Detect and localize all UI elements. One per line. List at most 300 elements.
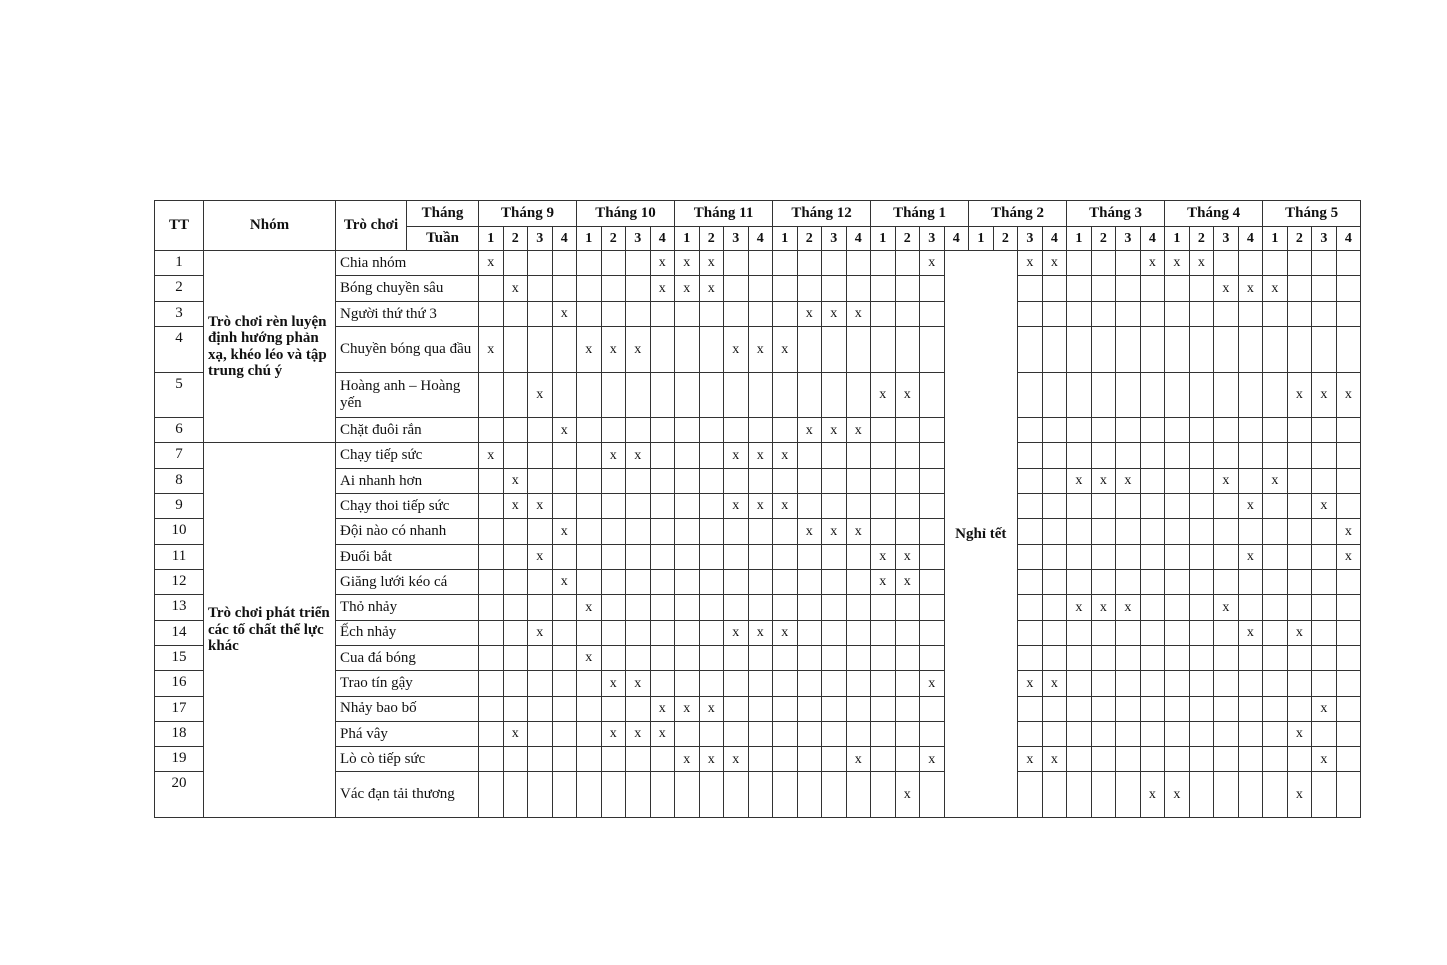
group-name: Trò chơi phát triển các tố chất thể lực khác [204, 443, 336, 818]
week-cell [1336, 326, 1361, 372]
week-cell [1018, 494, 1043, 519]
week-cell: x [1018, 251, 1043, 276]
week-cell [626, 372, 651, 418]
week-cell [920, 326, 945, 372]
week-cell: x [724, 443, 749, 468]
week-header: 4 [1042, 227, 1067, 251]
week-cell [920, 544, 945, 569]
week-cell [1165, 418, 1190, 443]
row-number: 14 [155, 620, 204, 645]
game-name: Cua đá bóng [336, 645, 479, 670]
week-cell [1287, 468, 1312, 493]
week-cell [1214, 747, 1239, 772]
week-header: 2 [895, 227, 920, 251]
week-cell [1091, 569, 1116, 594]
week-cell [895, 747, 920, 772]
week-cell [1165, 494, 1190, 519]
week-cell [1263, 772, 1288, 818]
week-cell [1091, 671, 1116, 696]
week-cell [503, 519, 528, 544]
week-cell [724, 569, 749, 594]
week-cell [1140, 595, 1165, 620]
week-cell [1116, 620, 1141, 645]
week-cell [1165, 696, 1190, 721]
week-cell [577, 671, 602, 696]
week-cell [822, 372, 847, 418]
week-cell [871, 645, 896, 670]
week-cell [650, 519, 675, 544]
week-cell [871, 494, 896, 519]
week-cell [699, 721, 724, 746]
week-cell [601, 494, 626, 519]
row-number: 12 [155, 569, 204, 594]
week-cell [1312, 326, 1337, 372]
week-cell: x [479, 443, 504, 468]
week-cell [773, 418, 798, 443]
game-name: Lò cò tiếp sức [336, 747, 479, 772]
week-header: 4 [1140, 227, 1165, 251]
week-cell [1336, 645, 1361, 670]
week-cell [577, 747, 602, 772]
week-cell [1263, 747, 1288, 772]
week-cell: x [1189, 251, 1214, 276]
week-cell [1336, 276, 1361, 301]
week-cell [601, 620, 626, 645]
week-cell [601, 747, 626, 772]
week-cell [724, 645, 749, 670]
week-cell [1263, 671, 1288, 696]
week-cell [601, 772, 626, 818]
week-cell [552, 443, 577, 468]
week-cell [552, 595, 577, 620]
week-cell [699, 772, 724, 818]
week-cell [1263, 620, 1288, 645]
week-cell [1287, 494, 1312, 519]
week-cell [577, 721, 602, 746]
week-cell [552, 721, 577, 746]
week-cell [577, 301, 602, 326]
week-cell [552, 544, 577, 569]
week-cell [1238, 747, 1263, 772]
week-cell [1140, 519, 1165, 544]
week-cell [920, 721, 945, 746]
week-cell [895, 696, 920, 721]
week-cell [724, 696, 749, 721]
week-cell [1263, 645, 1288, 670]
week-cell: x [748, 326, 773, 372]
week-cell [1067, 519, 1092, 544]
table-row [155, 372, 1361, 418]
week-cell [846, 620, 871, 645]
week-cell [528, 772, 553, 818]
week-cell [675, 595, 700, 620]
week-cell [1042, 519, 1067, 544]
week-cell [1018, 418, 1043, 443]
week-cell [1091, 721, 1116, 746]
week-cell [626, 747, 651, 772]
week-cell [577, 620, 602, 645]
week-cell [871, 671, 896, 696]
week-header: 3 [1214, 227, 1239, 251]
week-cell [1067, 276, 1092, 301]
week-cell [773, 569, 798, 594]
week-cell [503, 696, 528, 721]
week-cell [920, 276, 945, 301]
week-cell [503, 747, 528, 772]
row-number: 5 [155, 372, 204, 418]
week-cell: x [748, 443, 773, 468]
week-cell [577, 418, 602, 443]
week-cell [1189, 418, 1214, 443]
game-name: Giăng lưới kéo cá [336, 569, 479, 594]
table-row [155, 645, 1361, 670]
week-cell [822, 468, 847, 493]
week-cell [1042, 443, 1067, 468]
week-cell [1238, 696, 1263, 721]
week-cell [846, 276, 871, 301]
month-header: Tháng 3 [1067, 201, 1165, 227]
holiday-cell: Nghỉ tết [944, 251, 1018, 818]
week-cell [822, 671, 847, 696]
week-cell [920, 418, 945, 443]
game-name: Đội nào có nhanh [336, 519, 479, 544]
table-row [155, 595, 1361, 620]
week-header: 1 [969, 227, 994, 251]
week-cell [1018, 301, 1043, 326]
week-cell: x [1336, 544, 1361, 569]
week-cell: x [528, 620, 553, 645]
week-cell [797, 721, 822, 746]
header-tuan: Tuần [407, 227, 479, 251]
week-cell [479, 569, 504, 594]
week-cell [1336, 671, 1361, 696]
week-cell [601, 418, 626, 443]
week-cell [601, 569, 626, 594]
week-cell [724, 544, 749, 569]
week-cell [675, 645, 700, 670]
week-cell [1287, 645, 1312, 670]
row-number: 9 [155, 494, 204, 519]
week-cell [895, 276, 920, 301]
week-cell [699, 494, 724, 519]
week-cell [601, 645, 626, 670]
week-cell [724, 595, 749, 620]
week-cell [797, 645, 822, 670]
week-cell [822, 276, 847, 301]
week-cell [528, 251, 553, 276]
week-cell [1238, 772, 1263, 818]
week-cell [748, 519, 773, 544]
week-cell [920, 443, 945, 468]
week-cell [871, 276, 896, 301]
week-cell [1042, 494, 1067, 519]
week-cell [1189, 772, 1214, 818]
week-cell [1214, 671, 1239, 696]
week-cell [1140, 418, 1165, 443]
group-name: Trò chơi rèn luyện định hướng phản xạ, khéo léo và tập trung chú ý [204, 251, 336, 443]
week-cell: x [699, 251, 724, 276]
game-name: Bóng chuyền sâu [336, 276, 479, 301]
week-cell: x [1018, 747, 1043, 772]
week-cell [1018, 696, 1043, 721]
week-cell: x [822, 519, 847, 544]
week-cell [1238, 301, 1263, 326]
week-cell [773, 372, 798, 418]
week-cell [577, 276, 602, 301]
week-cell [528, 519, 553, 544]
week-cell: x [1116, 468, 1141, 493]
game-name: Thỏ nhảy [336, 595, 479, 620]
week-cell [1091, 645, 1116, 670]
week-cell [1189, 443, 1214, 468]
week-cell [1042, 645, 1067, 670]
week-cell [1287, 747, 1312, 772]
week-cell [846, 671, 871, 696]
week-cell [1165, 645, 1190, 670]
week-cell [1067, 620, 1092, 645]
week-cell [1238, 251, 1263, 276]
week-cell [1336, 595, 1361, 620]
month-header: Tháng 11 [675, 201, 773, 227]
week-cell [1165, 721, 1190, 746]
week-cell: x [920, 671, 945, 696]
week-cell [1091, 443, 1116, 468]
week-cell [1287, 418, 1312, 443]
week-cell [1312, 620, 1337, 645]
week-cell [1263, 372, 1288, 418]
week-cell [528, 747, 553, 772]
week-cell [479, 468, 504, 493]
game-name: Chạy thoi tiếp sức [336, 494, 479, 519]
week-cell [503, 544, 528, 569]
week-cell [895, 671, 920, 696]
week-header: 3 [920, 227, 945, 251]
week-cell: x [895, 372, 920, 418]
week-cell [846, 721, 871, 746]
week-cell [797, 772, 822, 818]
week-cell [1214, 326, 1239, 372]
week-cell [1287, 544, 1312, 569]
week-cell [748, 645, 773, 670]
week-cell [1312, 276, 1337, 301]
week-cell: x [479, 251, 504, 276]
week-header: 1 [1263, 227, 1288, 251]
week-cell [552, 696, 577, 721]
week-cell [797, 671, 822, 696]
week-cell [797, 696, 822, 721]
week-cell [1214, 251, 1239, 276]
week-cell [871, 443, 896, 468]
week-cell [675, 418, 700, 443]
week-cell [846, 569, 871, 594]
week-cell [675, 721, 700, 746]
week-cell [699, 301, 724, 326]
week-header: 3 [1018, 227, 1043, 251]
week-cell [871, 251, 896, 276]
week-cell [1238, 519, 1263, 544]
week-cell [1336, 301, 1361, 326]
week-cell [479, 519, 504, 544]
week-cell [895, 418, 920, 443]
week-cell [1165, 519, 1190, 544]
week-cell [1018, 519, 1043, 544]
week-cell [748, 569, 773, 594]
week-cell [724, 772, 749, 818]
week-cell [1214, 544, 1239, 569]
week-cell [1116, 519, 1141, 544]
week-cell [1091, 276, 1116, 301]
week-cell [920, 468, 945, 493]
week-header: 4 [846, 227, 871, 251]
week-cell [1067, 301, 1092, 326]
week-cell [577, 468, 602, 493]
week-cell [1287, 443, 1312, 468]
week-cell [675, 569, 700, 594]
week-cell [699, 645, 724, 670]
week-cell [552, 772, 577, 818]
week-cell [601, 519, 626, 544]
week-cell [773, 645, 798, 670]
week-cell [1263, 494, 1288, 519]
week-cell: x [1238, 620, 1263, 645]
header-tt: TT [155, 201, 204, 251]
week-cell [1165, 301, 1190, 326]
week-cell [650, 372, 675, 418]
week-cell [626, 301, 651, 326]
week-cell [1312, 721, 1337, 746]
week-cell [1312, 645, 1337, 670]
week-cell [479, 696, 504, 721]
week-cell [1091, 251, 1116, 276]
week-cell [577, 696, 602, 721]
table-row [155, 418, 1361, 443]
game-name: Vác đạn tải thương [336, 772, 479, 818]
week-cell [773, 301, 798, 326]
week-cell [1214, 569, 1239, 594]
week-cell [1189, 301, 1214, 326]
week-cell: x [1336, 519, 1361, 544]
week-cell: x [577, 326, 602, 372]
week-cell: x [846, 301, 871, 326]
week-cell [650, 747, 675, 772]
week-cell [503, 595, 528, 620]
week-cell [503, 620, 528, 645]
week-cell: x [822, 418, 847, 443]
week-cell [650, 595, 675, 620]
week-cell: x [871, 544, 896, 569]
week-cell [871, 519, 896, 544]
week-cell [650, 494, 675, 519]
week-cell [1189, 544, 1214, 569]
week-cell [675, 772, 700, 818]
table-row [155, 494, 1361, 519]
week-cell [650, 620, 675, 645]
week-cell [1116, 276, 1141, 301]
week-cell [1018, 372, 1043, 418]
week-cell [1263, 569, 1288, 594]
week-cell [724, 301, 749, 326]
week-cell [1189, 372, 1214, 418]
table-row [155, 671, 1361, 696]
week-cell [1312, 595, 1337, 620]
week-cell: x [773, 326, 798, 372]
week-cell [1165, 468, 1190, 493]
week-cell [1165, 671, 1190, 696]
week-cell [1238, 326, 1263, 372]
week-cell [577, 494, 602, 519]
row-number: 2 [155, 276, 204, 301]
table-row [155, 519, 1361, 544]
week-cell [479, 620, 504, 645]
week-cell [871, 747, 896, 772]
table-row [155, 721, 1361, 746]
table-row [155, 620, 1361, 645]
week-cell: x [626, 326, 651, 372]
week-cell [503, 301, 528, 326]
week-cell [1312, 519, 1337, 544]
week-cell: x [626, 443, 651, 468]
week-cell [797, 569, 822, 594]
week-cell [1238, 645, 1263, 670]
week-cell [675, 620, 700, 645]
week-cell [822, 645, 847, 670]
week-cell [552, 645, 577, 670]
week-cell [1116, 494, 1141, 519]
week-cell [1214, 418, 1239, 443]
week-cell [577, 569, 602, 594]
week-cell [1018, 645, 1043, 670]
week-cell [479, 595, 504, 620]
week-cell [503, 772, 528, 818]
week-cell [871, 721, 896, 746]
week-cell [1116, 772, 1141, 818]
week-cell: x [797, 418, 822, 443]
game-name: Đuổi bắt [336, 544, 479, 569]
week-cell [1140, 671, 1165, 696]
week-cell [797, 443, 822, 468]
week-cell [1140, 372, 1165, 418]
week-cell [1042, 772, 1067, 818]
week-cell [1140, 620, 1165, 645]
week-cell: x [920, 251, 945, 276]
week-cell: x [1263, 276, 1288, 301]
week-cell: x [773, 494, 798, 519]
week-cell [675, 671, 700, 696]
week-cell: x [1116, 595, 1141, 620]
week-cell [1189, 276, 1214, 301]
week-cell [577, 443, 602, 468]
week-cell [846, 544, 871, 569]
week-cell [675, 468, 700, 493]
week-cell [822, 443, 847, 468]
week-cell [1018, 569, 1043, 594]
week-cell [1140, 494, 1165, 519]
row-number: 16 [155, 671, 204, 696]
week-cell: x [797, 301, 822, 326]
week-cell [1263, 251, 1288, 276]
week-cell [1067, 326, 1092, 372]
week-cell: x [1067, 468, 1092, 493]
week-cell [1116, 418, 1141, 443]
week-cell [748, 418, 773, 443]
week-cell [822, 569, 847, 594]
week-cell [822, 620, 847, 645]
week-cell: x [503, 468, 528, 493]
week-cell [1287, 671, 1312, 696]
week-cell: x [1312, 747, 1337, 772]
week-cell [1140, 721, 1165, 746]
week-cell [773, 747, 798, 772]
